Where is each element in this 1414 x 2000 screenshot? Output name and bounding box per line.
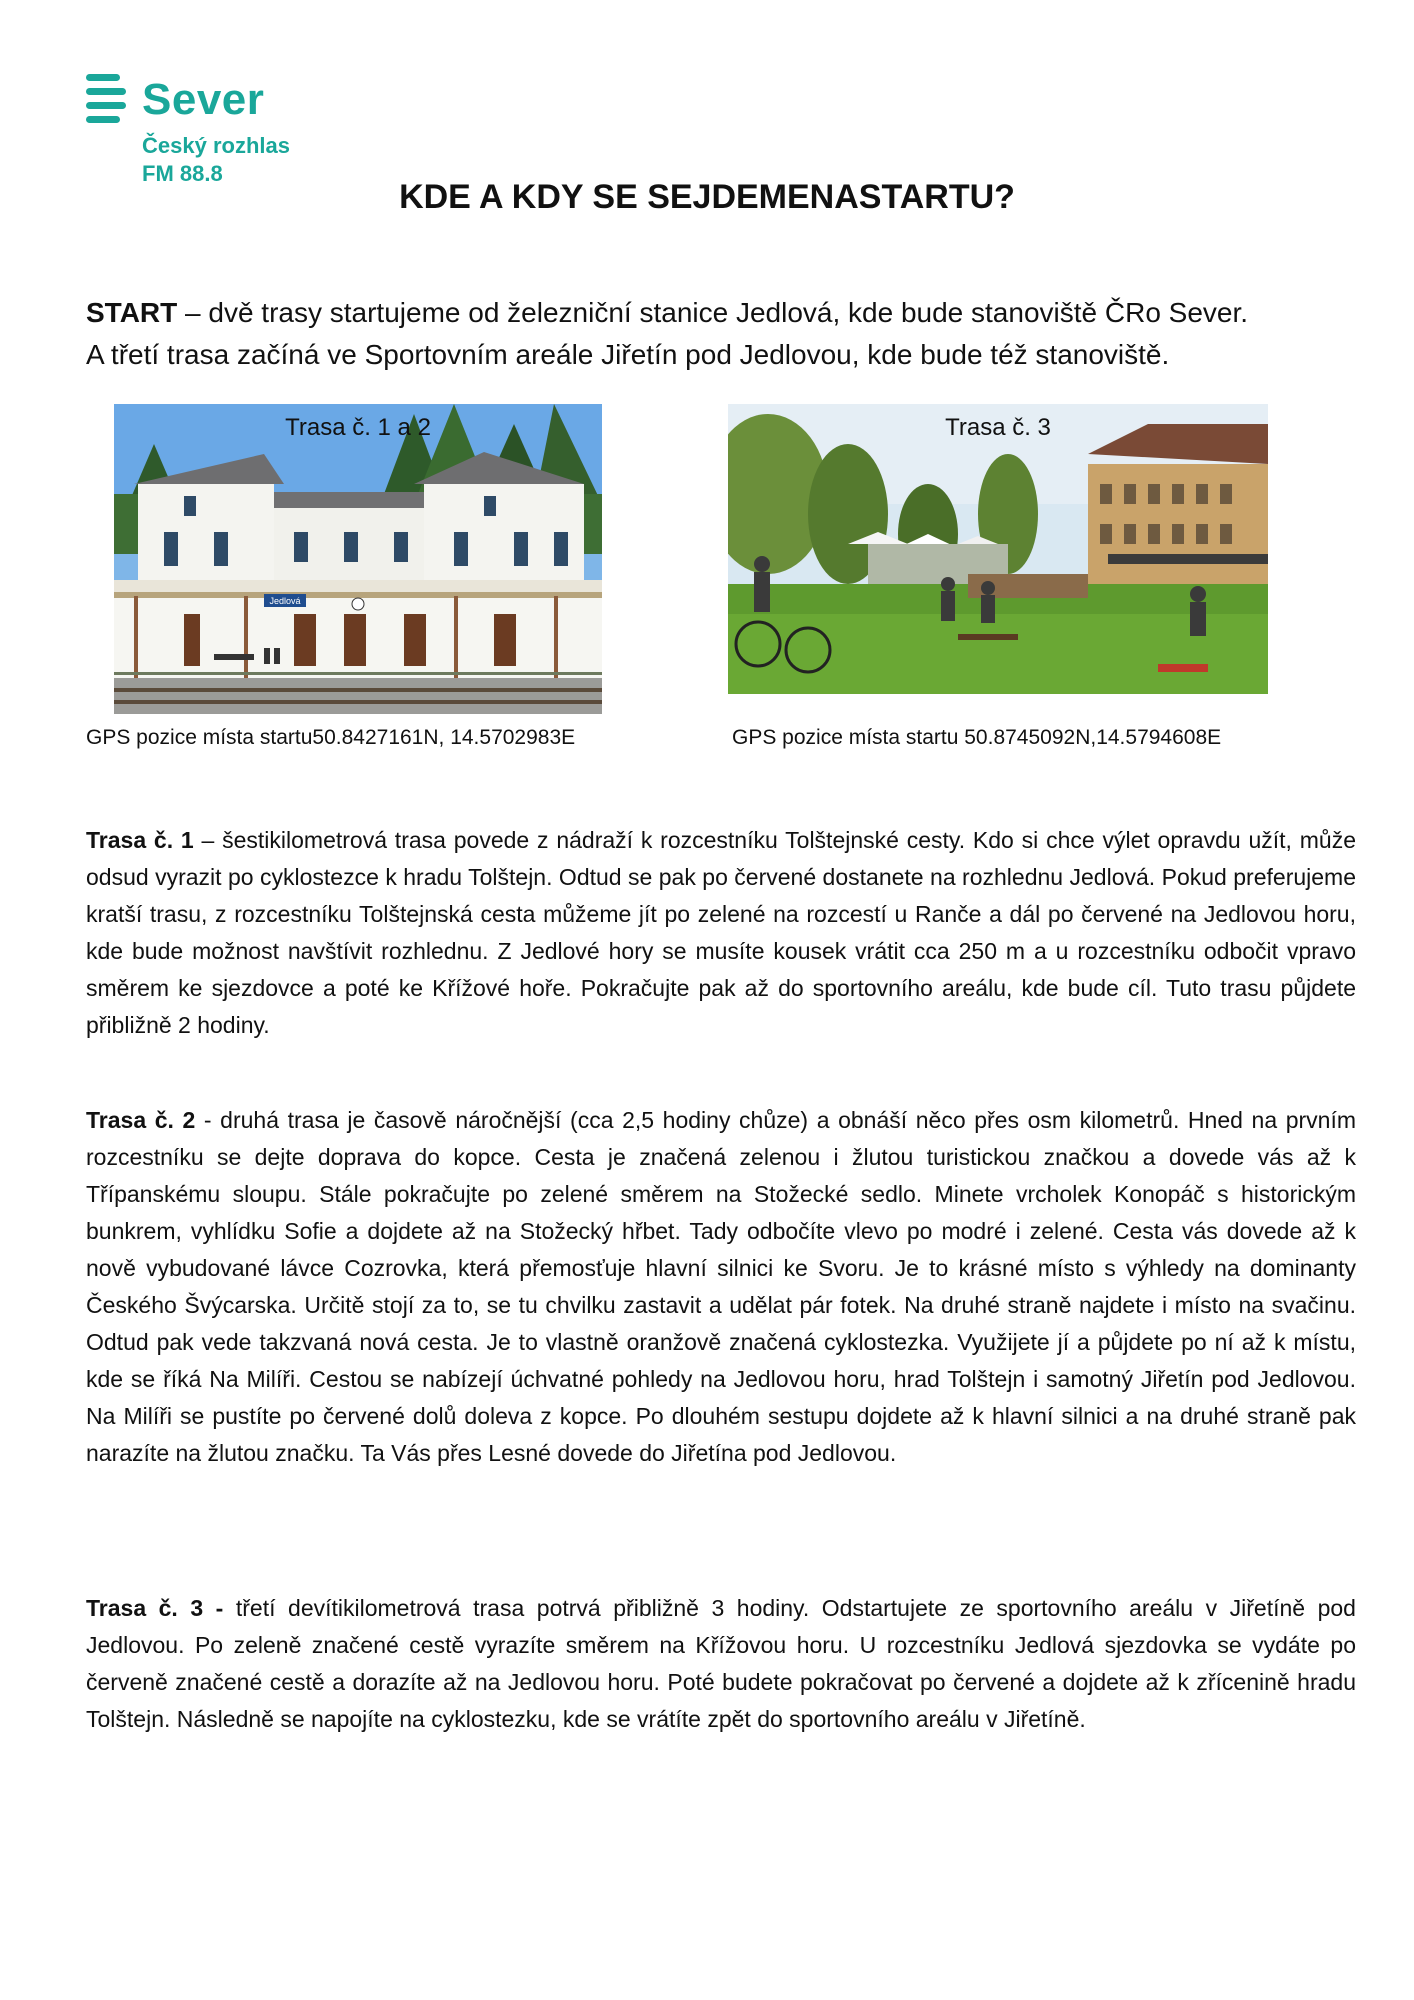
logo-word: Sever [142, 75, 265, 124]
station-illustration [114, 404, 602, 714]
photo-caption-2: Trasa č. 3 [945, 414, 1051, 441]
logo-subtitle: Český rozhlas [142, 133, 290, 158]
route-1-paragraph [86, 822, 1356, 1044]
route-2-paragraph [86, 1102, 1356, 1472]
route-1-text: – šestikilometrová trasa povede z nádraží k rozcestníku Tolštejnské cesty. Kdo si chce výlet opravdu užít, může odsud vyrazit po cyklostezce k hradu Tolštejn. Odtud se pak po červené dostanete na rozhlednu Jedlová. Pokud preferujeme kratší trasu, z rozcestníku Tolštejnská cesta můžeme jít po zelené na rozcestí u Ranče a dál po červené na Jedlovou horu, kde bude možnost navštívit rozhlednu. Z Jedlové hory se musíte kousek vrátit cca 250 m a u rozcestníku odbočit vpravo směrem ke sjezdovce a poté ke Křížové hoře. Pokračujte pak až do sportovního areálu, kde bude cíl. Tuto trasu půjdete přibližně 2 hodiny. [86, 827, 1356, 1038]
logo-frequency: FM 88.8 [142, 161, 223, 186]
gps-position-2: GPS pozice místa startu 50.8745092N,14.5794608E [732, 726, 1222, 749]
route-3-text: třetí devítikilometrová trasa potrvá přibližně 3 hodiny. Odstartujete ze sportovního areálu v Jiřetíně pod Jedlovou. Po zeleně značené cestě vyrazíte směrem na Křížovou horu. U rozcestníku Jedlová sjezdovka se vydáte po červeně značené cestě a dorazíte až na Jedlovou horu. Poté budete pokračovat po červené a dojdete až k zřícenině hradu Tolštejn. Následně se napojíte na cyklostezku, kde se vrátíte zpět do sportovního areálu v Jiřetíně. [86, 1595, 1356, 1732]
page-title: KDE A KDY SE SEJDEMENASTARTU? [399, 178, 1015, 216]
intro-paragraph [86, 292, 1346, 376]
intro-line-1: – dvě trasy startujeme od železniční stanice Jedlová, kde bude stanoviště ČRo Sever. [177, 297, 1249, 328]
intro-lead: START [86, 297, 178, 328]
station-sign: Jedlová [269, 596, 301, 606]
photo-caption-1: Trasa č. 1 a 2 [285, 414, 431, 441]
sever-logo [86, 68, 346, 188]
intro-line-2: A třetí trasa začíná ve Sportovním areále Jiřetín pod Jedlovou, kde bude též stanoviště. [86, 339, 1170, 370]
station-photo [114, 404, 602, 714]
radio-wave-icon [86, 74, 130, 124]
gps-position-1: GPS pozice místa startu50.8427161N, 14.5702983E [86, 726, 576, 749]
sports-area-illustration [728, 404, 1268, 694]
route-3-paragraph [86, 1590, 1356, 1738]
route-1-label: Trasa č. 1 [86, 827, 194, 853]
route-2-label: Trasa č. 2 [86, 1107, 196, 1133]
route-2-text: - druhá trasa je časově náročnější (cca 2,5 hodiny chůze) a obnáší něco přes osm kilometrů. Hned na prvním rozcestníku se dejte doprava do kopce. Cesta je značená zelenou i žlutou turistickou značkou a dovede vás až k Třípanskému sloupu. Stále pokračujte po zelené směrem na Stožecké sedlo. Minete vrcholek Konopáč s historickým bunkrem, vyhlídku Sofie a dojdete až na Stožecký hřbet. Tady odbočíte vlevo po modré i zelené. Cesta vás dovede až k nově vybudované lávce Cozrovka, která přemosťuje hlavní silnici ke Svoru. Je to krásné místo s výhledy na dominanty Českého Švýcarska. Určitě stojí za to, se tu chvilku zastavit a udělat pár fotek. Na druhé straně najdete i místo na svačinu. Odtud pak vede takzvaná nová cesta. Je to vlastně oranžově značená cyklostezka. Využijete jí a půjdete po ní až k místu, kde se říká Na Milíři. Cestou se nabízejí úchvatné pohledy na Jedlovou horu, hrad Tolštejn i samotný Jiřetín pod Jedlovou. Na Milíři se pustíte po červené dolů doleva z kopce. Po dlouhém sestupu dojdete až k hlavní silnici a na druhé straně pak narazíte na žlutou značku. Ta Vás přes Lesné dovede do Jiřetína pod Jedlovou. [86, 1107, 1357, 1466]
route-3-label: Trasa č. 3 - [86, 1595, 224, 1621]
sports-area-photo [728, 404, 1268, 694]
